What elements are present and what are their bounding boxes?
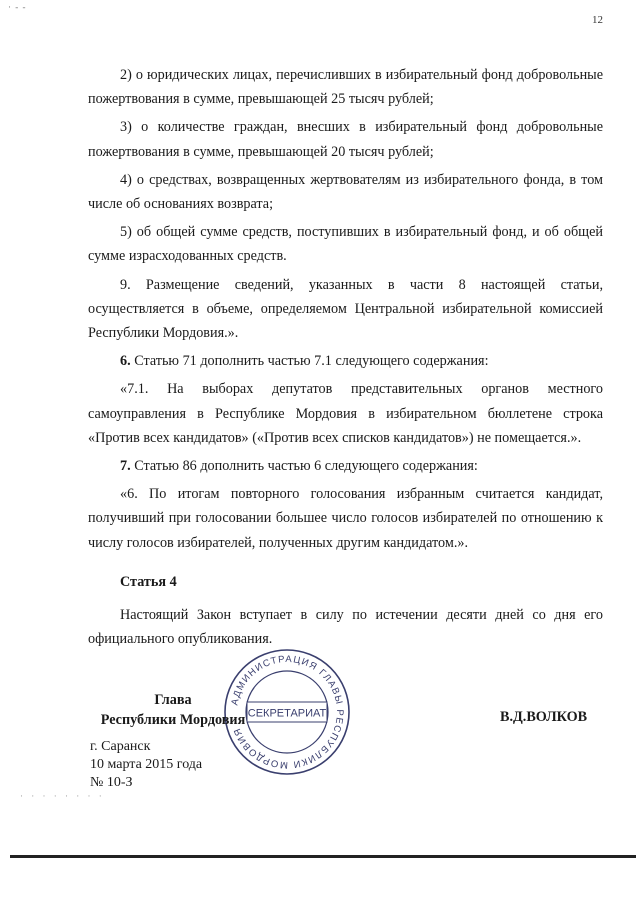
paragraph-item-2: 2) о юридических лицах, перечисливших в избирательный фонд добровольные пожертвования в сумме, превышающей 25 тысяч рублей; [88,67,603,108]
corner-mark: · - - [8,2,27,12]
place-city: г. Саранск [90,739,151,754]
place-date-block [90,738,202,792]
amendment-number: 7. [120,458,131,475]
law-date: 10 марта 2015 года [90,757,203,772]
paragraph-amendment-7 [88,454,603,478]
paragraph-item-5: 5) об общей сумме средств, поступивших в избирательный фонд, и об общей сумме израсходованных средств. [88,224,603,265]
amendment-number: 6. [120,353,131,370]
signatory-title [92,690,254,730]
bottom-border-line [10,855,636,858]
scan-dots: · · · · · · · · [20,791,105,801]
stamp-ring-text: АДМИНИСТРАЦИЯ ГЛАВЫ РЕСПУБЛИКИ МОРДОВИЯ [229,653,346,771]
paragraph-part-6: «6. По итогам повторного голосования избранным считается кандидат, получивший при голосовании большее число голосов избирателей по отношению к числу голосов избирателей, полученных другим кандидатом.». [88,486,603,551]
signatory-title-line2: Республики Мордовия [100,712,246,728]
article-paragraph: Настоящий Закон вступает в силу по истечении десяти дней со дня его официального опубликования. [88,607,603,648]
signatory-title-line1: Глава [154,692,192,708]
paragraph-item-4: 4) о средствах, возвращенных жертвователям из избирательного фонда, в том числе об основаниях возврата; [88,171,603,213]
law-body-text [88,63,603,559]
amendment-text: Статью 71 дополнить частью 7.1 следующего содержания: [130,353,489,370]
paragraph-item-3: 3) о количестве граждан, внесших в избирательный фонд добровольные пожертвования в сумме, превышающей 20 тысяч рублей; [88,119,603,160]
paragraph-part-9: 9. Размещение сведений, указанных в части 8 настоящей статьи, осуществляется в объеме, определяемом Центральной избирательной комиссией Республики Мордовия.». [88,276,603,342]
paragraph-amendment-6 [88,349,603,373]
article-heading: Статья 4 [120,574,177,590]
paragraph-part-7-1: «7.1. На выборах депутатов представительных органов местного самоуправления в Республике Мордовия в избирательном бюллетене строка «Против всех кандидатов» («Против всех списков кандидатов») не помещается.». [88,381,603,446]
signatory-name: В.Д.ВОЛКОВ [500,709,588,725]
page-number: 12 [592,14,603,26]
stamp-center-text: СЕКРЕТАРИАТ [247,707,327,720]
law-number: № 10-З [90,775,133,790]
amendment-text: Статью 86 дополнить частью 6 следующего содержания: [130,458,478,475]
